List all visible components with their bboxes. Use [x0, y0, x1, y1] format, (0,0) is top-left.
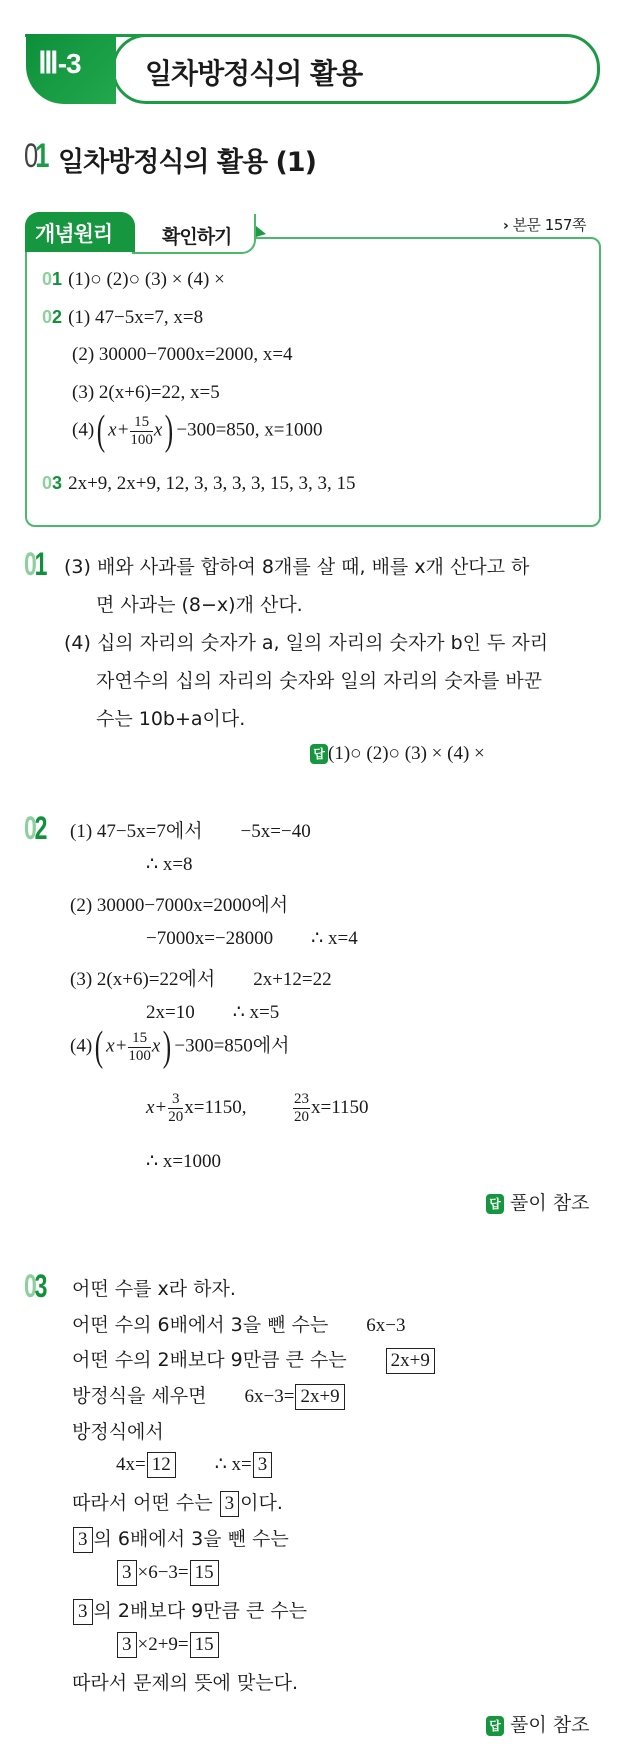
answer-icon: 답: [310, 744, 328, 764]
concept-item-02: [42, 306, 203, 329]
section-number-digit: 0: [24, 137, 36, 175]
answer-text: 풀이 참조: [510, 1192, 590, 1214]
answer-box: 2x+9: [386, 1348, 435, 1374]
chevron-right-icon: ›: [503, 218, 509, 234]
answer-box: 3: [220, 1491, 240, 1517]
q03-line: 어떤 수의 2배보다 9만큼 큰 수는 2x+9: [72, 1345, 436, 1374]
problem-number-03: 03: [24, 1268, 46, 1304]
chapter-tag: [26, 34, 116, 104]
item-number: 02: [42, 307, 63, 327]
page-reference-text: 본문 157쪽: [512, 216, 586, 234]
q02-line-4: (4)( x+ $\frac{15}{100}$ x) −300=850에서: [70, 1024, 290, 1070]
q03-line: 방정식을 세우면 6x−3= 2x+9: [72, 1381, 346, 1410]
answer-box: 15: [190, 1560, 219, 1586]
q03-line: 어떤 수의 6배에서 3을 뺀 수는 6x−3: [72, 1314, 406, 1336]
tab-arrow-icon: [256, 226, 266, 237]
item-number: 03: [42, 473, 63, 493]
fraction: $\frac{3}{20}$: [168, 1091, 184, 1125]
fraction: $\frac{15}{100}$: [128, 1029, 151, 1064]
answer-box: 3: [73, 1599, 93, 1625]
q03-line: 방정식에서: [72, 1421, 164, 1443]
q02-answer: [486, 1188, 590, 1215]
q02-line: (1) 47−5x=7에서 −5x=−40: [70, 821, 311, 842]
concept-tab-secondary: 확인하기: [132, 214, 256, 254]
answer-box: 2x+9: [295, 1384, 344, 1410]
q01-line: (3) 배와 사과를 합하여 8개를 살 때, 배를 x개 산다고 하: [64, 556, 530, 578]
q02-line: (3) 2(x+6)=22에서 2x+12=22: [70, 969, 332, 990]
q03-line: 3 의 6배에서 3을 뺀 수는: [72, 1524, 289, 1553]
section-number: [24, 137, 46, 176]
chapter-roman: Ⅲ: [38, 47, 58, 80]
item-text: (1) 47−5x=7, x=8: [68, 307, 204, 328]
answer-box: 3: [73, 1527, 93, 1553]
q02-line: 2x=10 ∴ x=5: [146, 1002, 280, 1023]
fraction: $\frac{23}{20}$: [294, 1091, 310, 1125]
q03-line: 따라서 어떤 수는 3 이다.: [72, 1488, 283, 1517]
chapter-sub: -3: [57, 48, 81, 79]
problem-number-02: 02: [24, 810, 46, 846]
fraction: $\frac{15}{100}$: [130, 413, 153, 448]
answer-icon: 답: [486, 1716, 504, 1736]
item-text: 2x+9, 2x+9, 12, 3, 3, 3, 3, 15, 3, 3, 15: [68, 473, 356, 494]
concept-item-01: [42, 268, 225, 291]
answer-box: 3: [117, 1632, 137, 1658]
q02-line: (2) 30000−7000x=2000에서: [70, 895, 289, 916]
q03-line: 4x= 12 ∴ x= 3: [116, 1452, 273, 1478]
q01-line: 면 사과는 (8−x)개 산다.: [96, 594, 303, 616]
section-title: 일차방정식의 활용 (1): [58, 147, 316, 178]
q02-line: ∴ x=8: [146, 854, 193, 875]
q02-line-5: x+ $\frac{3}{20}$ x=1150, $\frac{23}{20}$ x=1150: [146, 1091, 369, 1125]
q02-line: ∴ x=1000: [146, 1151, 222, 1172]
problem-number-01: 01: [24, 546, 46, 582]
q02-line: −7000x=−28000 ∴ x=4: [146, 928, 358, 949]
answer-text: (1)○ (2)○ (3) × (4) ×: [328, 743, 485, 764]
answer-box: 15: [190, 1632, 219, 1658]
q03-answer: [486, 1710, 590, 1737]
concept-item-02-3: (3) 2(x+6)=22, x=5: [72, 382, 220, 403]
concept-item-02-2: (2) 30000−7000x=2000, x=4: [72, 344, 293, 365]
answer-box: 3: [253, 1452, 273, 1478]
section-number-digit: 1: [35, 137, 47, 175]
q03-line: 3 ×2+9= 15: [116, 1632, 220, 1658]
concept-item-02-4: (4)( x+ $\frac{15}{100}$ x) −300=850, x=1000: [72, 408, 323, 454]
page-reference: [503, 214, 586, 235]
q01-line: 자연수의 십의 자리의 숫자와 일의 자리의 숫자를 바꾼: [96, 670, 543, 692]
answer-text: 풀이 참조: [510, 1714, 590, 1736]
concept-tab: 개념원리: [25, 212, 135, 252]
item-number: 01: [42, 269, 63, 289]
concept-item-03: [42, 472, 356, 495]
answer-box: 12: [147, 1452, 176, 1478]
answer-box: 3: [117, 1560, 137, 1586]
q03-line: 3 ×6−3= 15: [116, 1560, 220, 1586]
q01-line: (4) 십의 자리의 숫자가 a, 일의 자리의 숫자가 b인 두 자리: [64, 632, 549, 654]
chapter-title: 일차방정식의 활용: [145, 57, 363, 90]
q01-line: 수는 10b+a이다.: [96, 708, 246, 730]
answer-icon: 답: [486, 1194, 504, 1214]
q01-answer: [310, 742, 485, 765]
q03-line: 3 의 2배보다 9만큼 큰 수는: [72, 1596, 307, 1625]
q03-line: 어떤 수를 x라 하자.: [72, 1278, 236, 1300]
q03-line: 따라서 문제의 뜻에 맞는다.: [72, 1672, 299, 1694]
item-text: (1)○ (2)○ (3) × (4) ×: [68, 269, 225, 290]
